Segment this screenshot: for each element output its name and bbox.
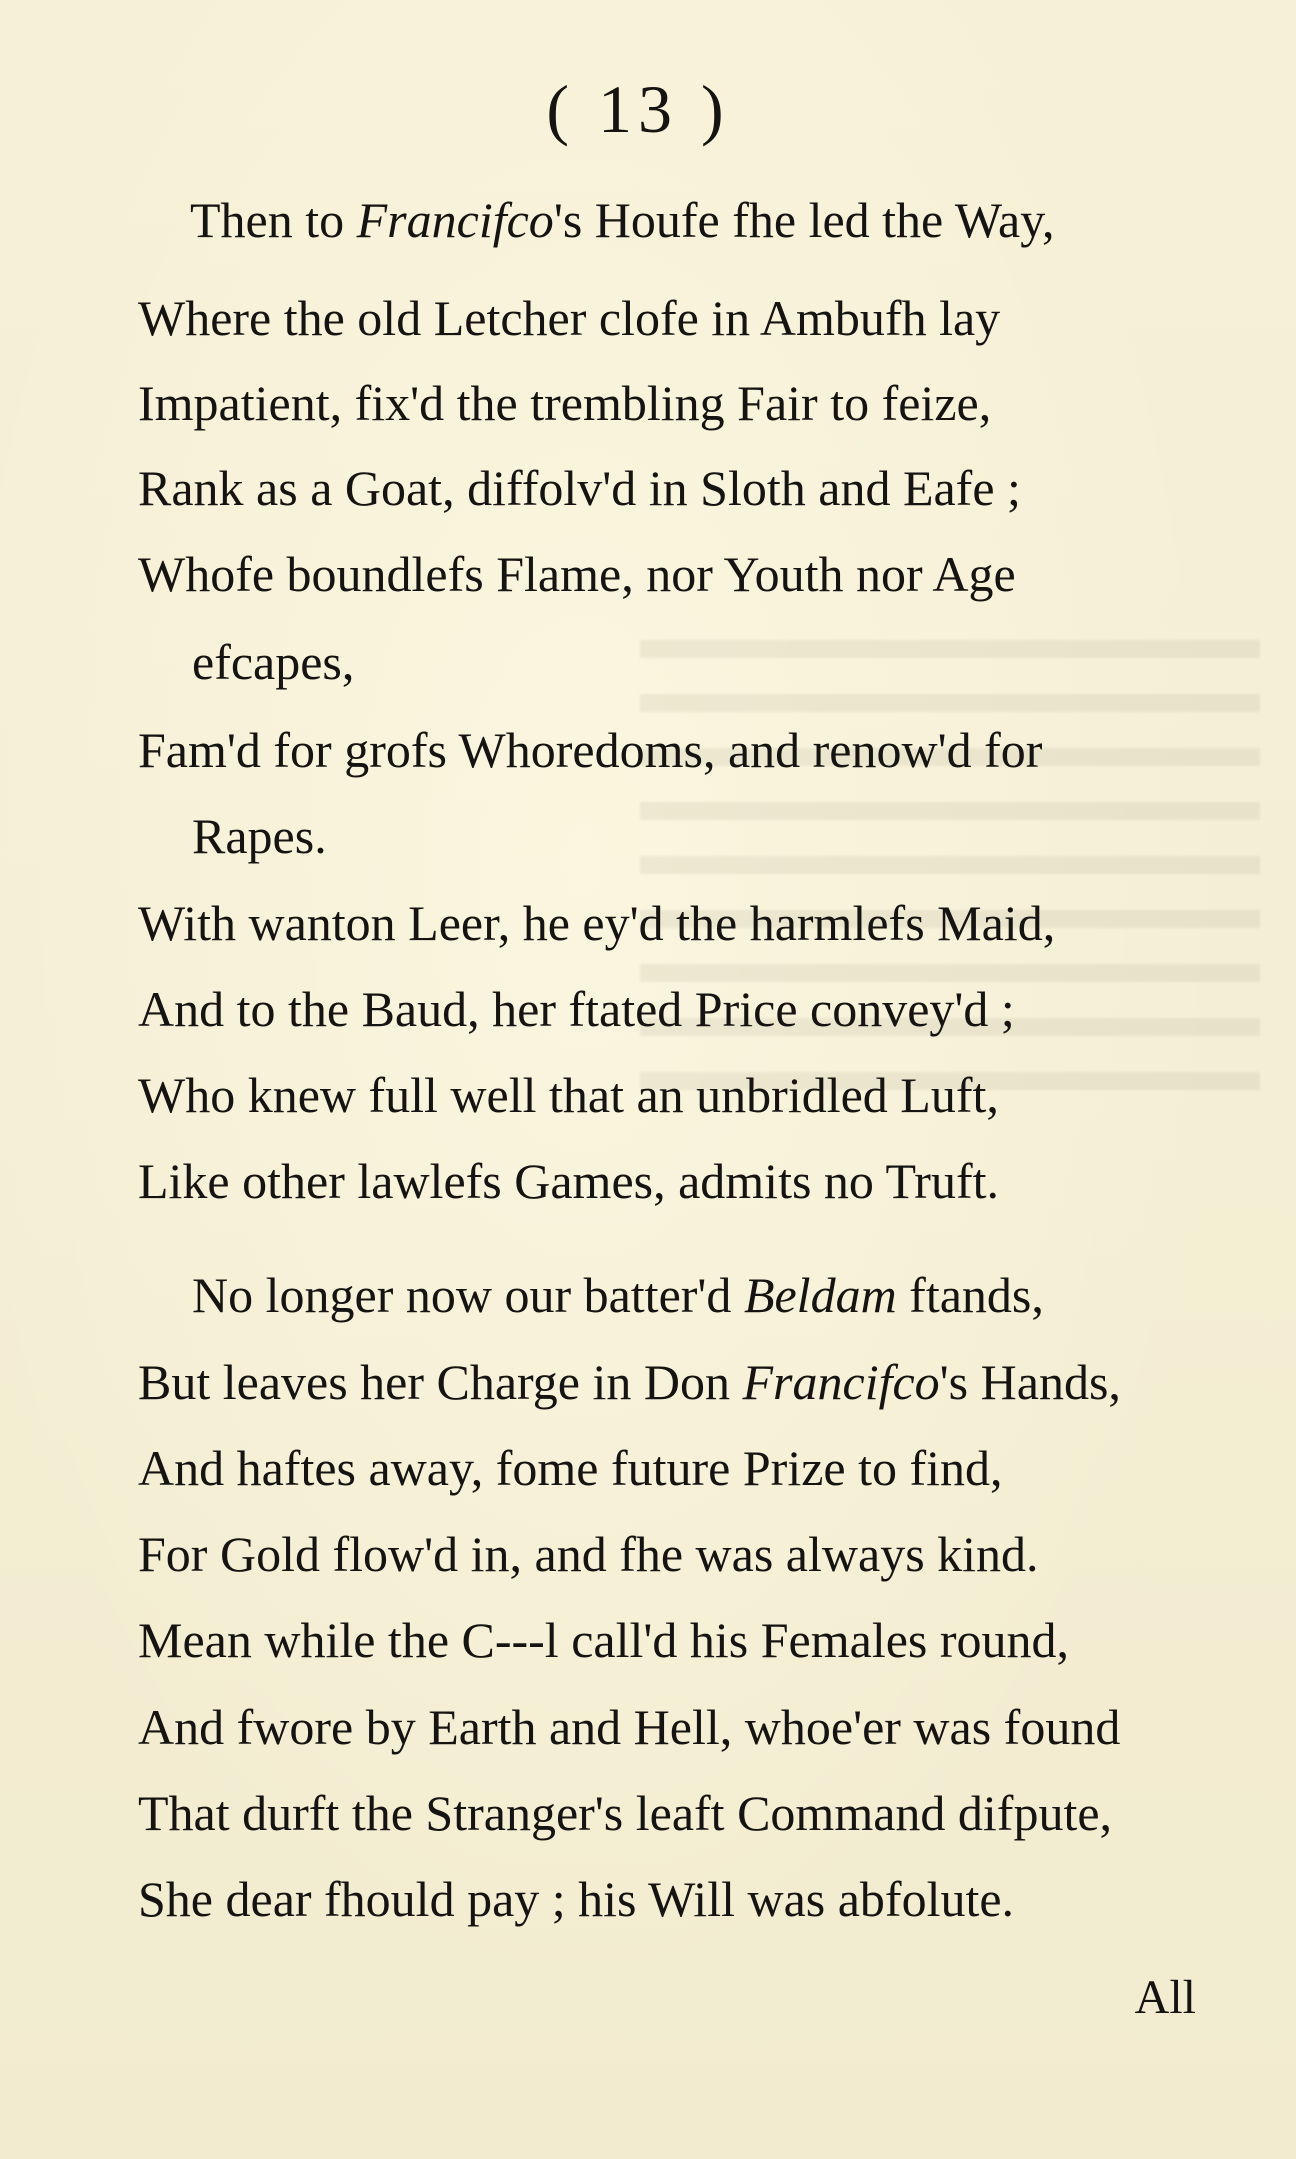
poem-line [138, 1352, 1121, 1412]
line-text: 's Hands, [939, 1354, 1121, 1410]
poem-line: Like other lawlefs Games, admits no Truft. [138, 1153, 999, 1209]
line-text: ftands, [896, 1267, 1044, 1323]
poem-line: With wanton Leer, he ey'd the harmlefs Maid, [138, 895, 1056, 951]
poem-line [192, 1265, 1044, 1325]
poem-line-continuation: efcapes, [192, 634, 355, 690]
italic-name: Francifco [742, 1354, 940, 1410]
poem-line: Mean while the C---l call'd his Females round, [138, 1612, 1070, 1668]
poem-line [190, 190, 1054, 250]
line-text: No longer now our batter'd [192, 1267, 744, 1323]
italic-name: Beldam [743, 1267, 897, 1323]
poem-line: Who knew full well that an unbridled Luft, [138, 1067, 999, 1123]
poem-line: And to the Baud, her ftated Price convey'd ; [138, 981, 1015, 1037]
line-text: Then to [190, 192, 357, 248]
line-text: But leaves her Charge in Don [138, 1354, 743, 1410]
poem-line: Rank as a Goat, diffolv'd in Sloth and Eafe ; [138, 460, 1021, 516]
poem-line: She dear fhould pay ; his Will was abfolute. [138, 1871, 1015, 1927]
poem-line: And fwore by Earth and Hell, whoe'er was found [138, 1699, 1121, 1755]
poem-line-continuation: Rapes. [192, 808, 327, 864]
poem-line: And haftes away, fome future Prize to find, [138, 1440, 1003, 1496]
poem-line: For Gold flow'd in, and fhe was always kind. [138, 1526, 1039, 1582]
poem-line: Whofe boundlefs Flame, nor Youth nor Age [138, 546, 1016, 602]
poem-line: Fam'd for grofs Whoredoms, and renow'd for [138, 722, 1043, 778]
poem-line: That durft the Stranger's leaft Command difpute, [138, 1785, 1113, 1841]
catchword: All [1134, 1971, 1196, 2024]
poem-line: Where the old Letcher clofe in Ambufh lay [138, 290, 1001, 346]
poem-line: Impatient, fix'd the trembling Fair to feize, [138, 375, 992, 431]
line-text: 's Houfe fhe led the Way, [553, 192, 1055, 248]
page-number: ( 13 ) [546, 71, 730, 147]
italic-name: Francifco [356, 192, 554, 248]
